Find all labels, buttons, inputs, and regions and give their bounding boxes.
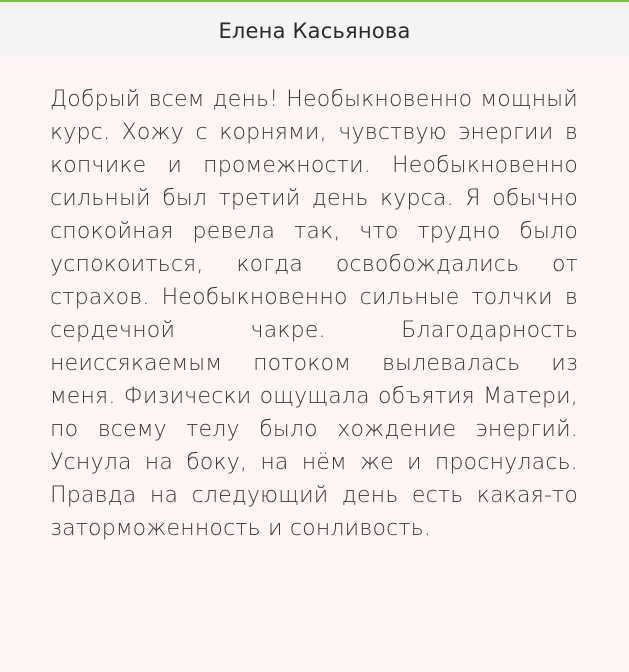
author-name: Елена Касьянова: [218, 18, 411, 43]
review-text: Добрый всем день! Необыкновенно мощный курс. Хожу с корнями, чувствую энергии в копчике и промежности. Необыкновенно сильный был третий день курса. Я обычно спокойная ревела так, что трудно было успокоиться, когда освобождались от страхов. Необыкновенно сильные толчки в сердечной чакре. Благодарность неиссякаемым потоком вылевалась из меня. Физически ощущала объятия Матери, по всему телу было хождение энергий. Уснула на боку, на нём же и проснулась. Правда на следующий день есть какая-то заторможенность и сонливость.: [50, 87, 578, 541]
review-header: [0, 2, 629, 57]
review-body: [0, 57, 629, 545]
